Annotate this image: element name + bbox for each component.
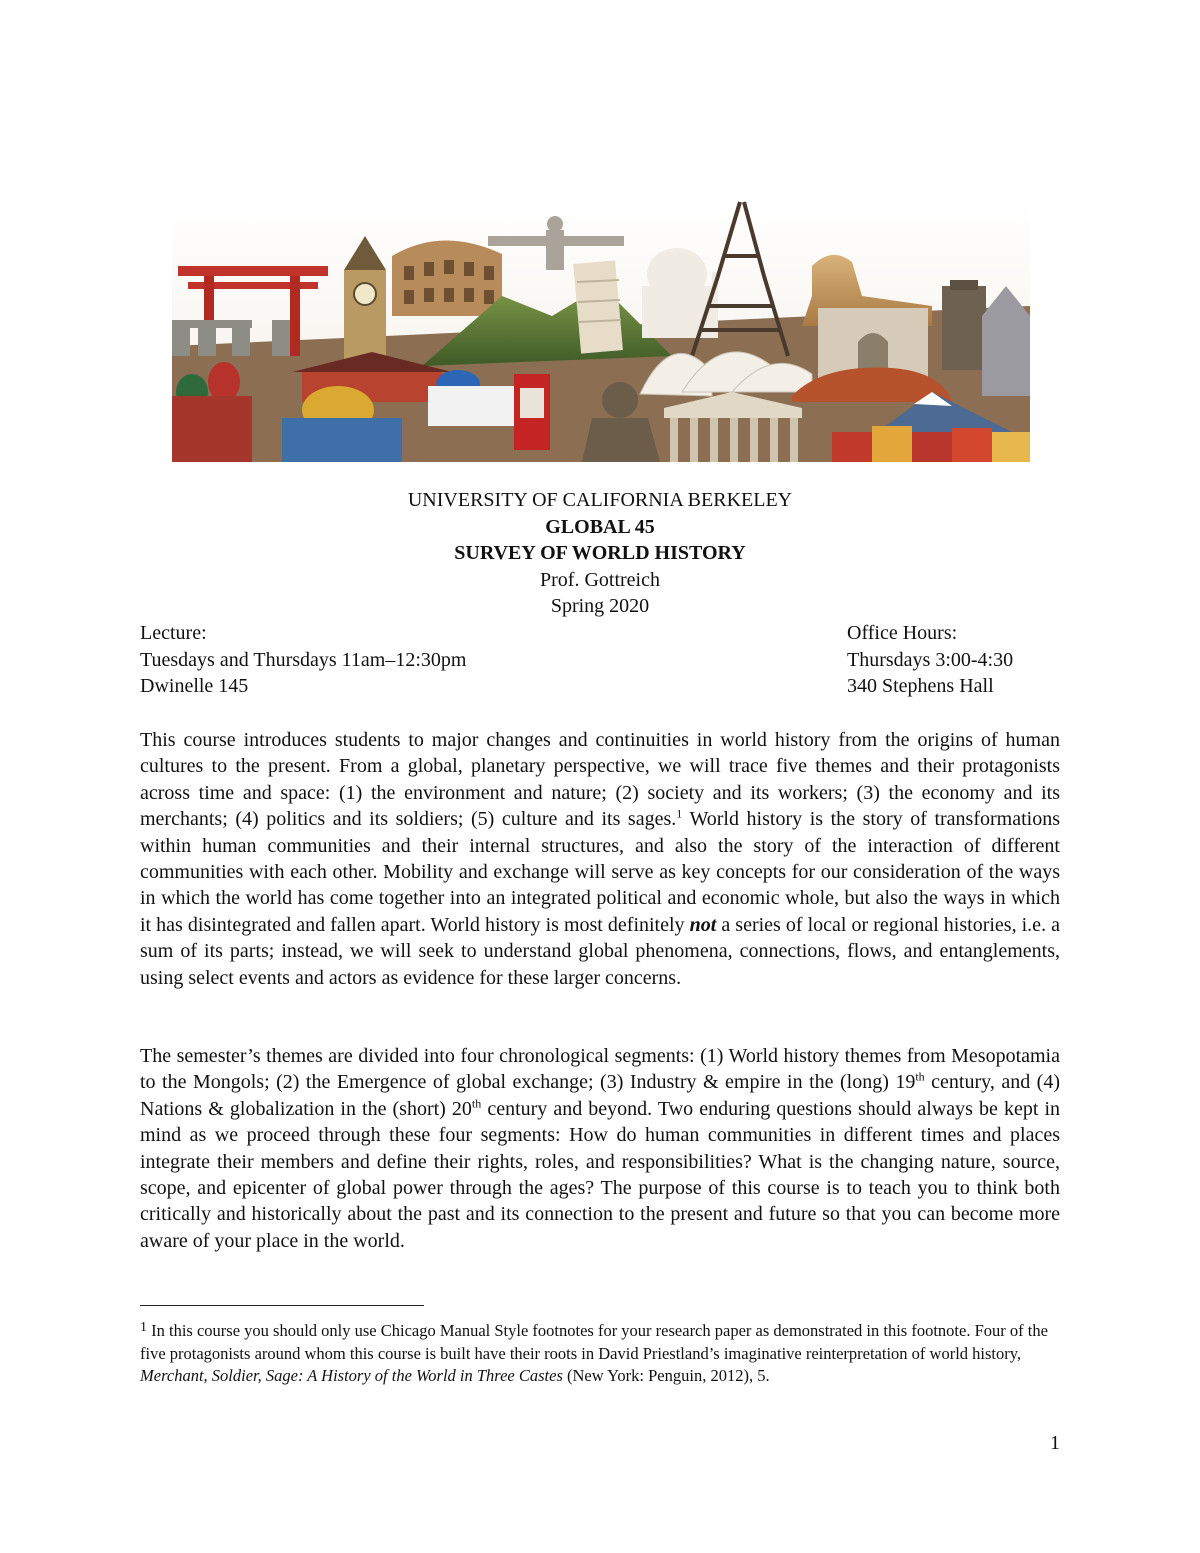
university-name: UNIVERSITY OF CALIFORNIA BERKELEY [407,489,793,511]
paragraph-text: century and beyond. Two enduring questions should always be kept in mind as we proceed through these four segments: How do human communities in different times and places integrate their members and define their rights, roles, and responsibilities? What is the changing nature, source, scope, and epicenter of global power through the ages? The purpose of this course is to teach you to think both critically and historically about the past and its connection to the present and future so that you can become more aware of your place in the world. [140,1097,1060,1252]
footnote-text: In this course you should only use Chicago Manual Style footnotes for your research paper as demonstrated in this footnote. Four of the five protagonists around whom this course is built have their roots in David Priestland’s imaginative reinterpretation of world history, [140,1321,1048,1363]
paragraph-text: a series of local or regional histories, i.e. a sum of its parts; instead, we will seek to understand global phenomena, connections, flows, and entanglements, using select events and actors as evidence for these larger concerns. [140,913,1060,989]
book-title: Merchant, Soldier, Sage: A History of the World in Three Castes [140,1366,563,1385]
paragraph-text: The semester’s themes are divided into four chronological segments: (1) World history themes from Mesopotamia to the Mongols; (2) the Emergence of global exchange; (3) Industry & empire in the (long) 19 [140,1045,1060,1094]
landmarks-banner-image [172,196,1030,462]
phone-booth-icon [514,374,550,450]
term: Spring 2020 [550,595,650,617]
course-title: SURVEY OF WORLD HISTORY [454,542,746,564]
document-header [140,487,1060,620]
footnote-divider [140,1305,424,1306]
footnote [140,1317,1060,1388]
office-hours-label: Office Hours: [847,622,958,644]
moai-icon [942,280,986,370]
arc-triomphe-icon [818,308,928,378]
professor-name: Prof. Gottreich [540,568,660,591]
emphasis-text: not [689,913,717,936]
paragraph-text: This course introduces students to major changes and continuities in world history from the origins of human cultures to the present. From a global, planetary perspective, we will trace five themes and their protagonists across time and space: (1) the environment and nature; (2) society and its workers; (3) the economy and its merchants; (4) politics and its soldiers; (5) culture and its sages. [140,729,1060,831]
footnote-mark: 1 [140,1320,147,1335]
lecture-info [140,620,740,700]
course-themes-paragraph [140,1043,1060,1254]
footnote-reference: 1 [676,806,683,821]
superscript: th [471,1096,482,1111]
paragraph-text: World history is the story of transformations within human communities and their internal structures, and also the story of the interaction of different communities with each other. Mobility and exchange will serve as key concepts for our consideration of the ways in which the world has come together into an integrated political and economic whole, but also the ways in which it has disintegrated and fallen apart. World history is most definitely [140,808,1060,936]
colosseum-icon [392,240,502,316]
superscript: th [915,1069,925,1084]
office-hours-info [847,620,1060,700]
course-code: GLOBAL 45 [545,515,655,538]
world-landmarks-collage-icon [172,196,1030,462]
office-hours-location: 340 Stephens Hall [847,675,994,697]
page-number: 1 [1050,1432,1060,1454]
footnote-text: (New York: Penguin, 2012), 5. [562,1366,770,1385]
office-hours-time: Thursdays 3:00-4:30 [847,648,1014,671]
lecture-label: Lecture: [140,622,207,644]
paragraph-text: century, and (4) Nations & globalization in the (short) 20 [140,1071,1060,1120]
lecture-location: Dwinelle 145 [140,675,249,697]
leaning-tower-icon [573,260,623,353]
course-description-paragraph [140,727,1060,991]
lecture-time: Tuesdays and Thursdays 11am–12:30pm [140,648,467,671]
